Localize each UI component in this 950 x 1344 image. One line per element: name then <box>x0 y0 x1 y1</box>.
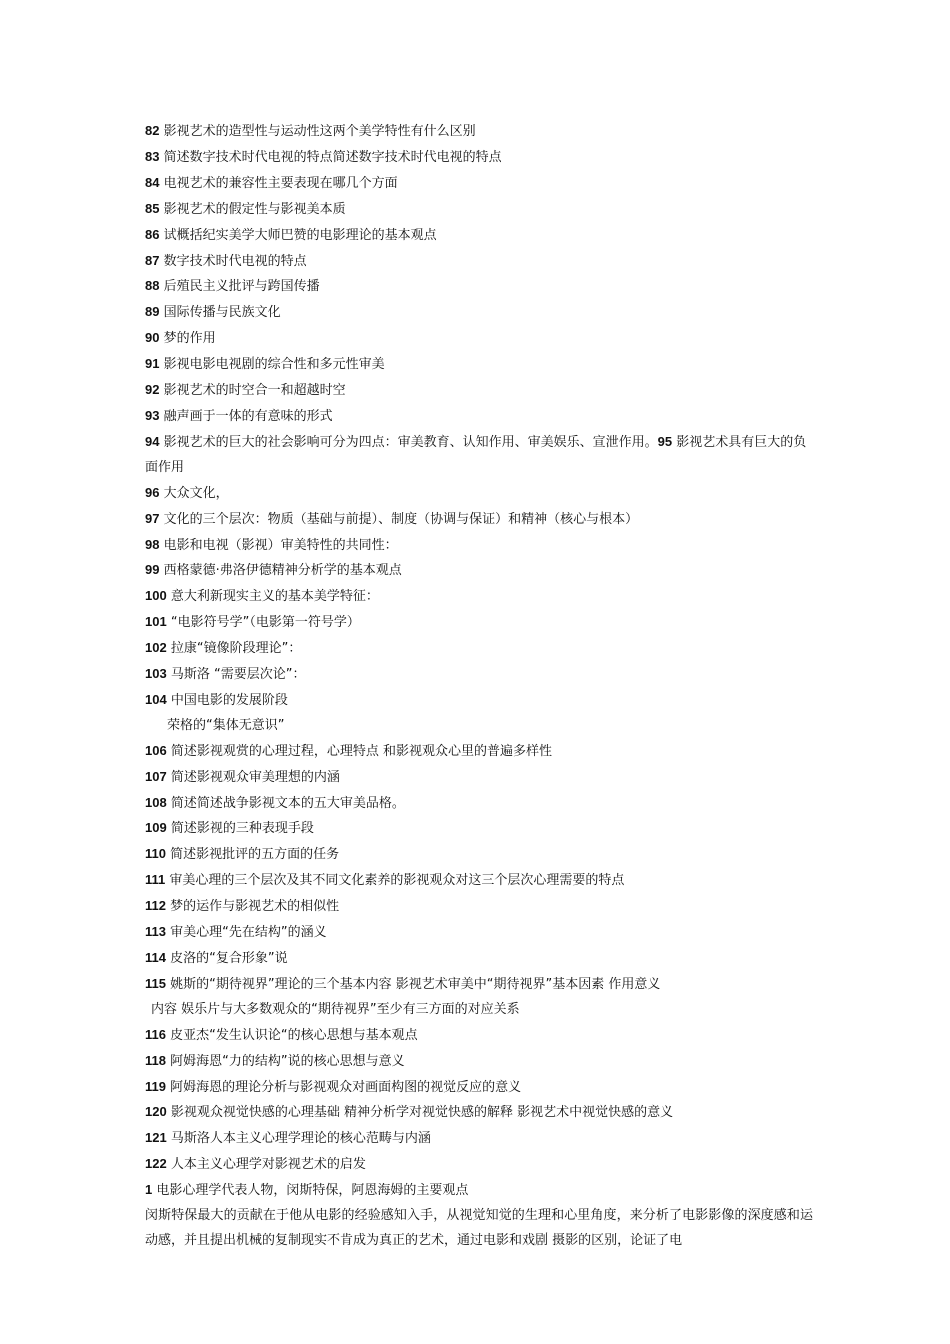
item-text: 影视艺术的巨大的社会影响可分为四点：审美教育、认知作用、审美娱乐、宣泄作用。 <box>163 434 658 450</box>
item-number: 85 <box>145 200 160 216</box>
item-text: 马斯洛 “需要层次论”： <box>170 667 306 683</box>
item-number: 89 <box>145 304 160 320</box>
list-item <box>145 352 813 378</box>
item-number: 109 <box>145 820 167 836</box>
item-number: 86 <box>145 226 160 242</box>
item-text: 影视艺术的时空合一和超越时空 <box>163 383 346 399</box>
list-item <box>145 119 813 145</box>
item-number: 119 <box>145 1078 166 1094</box>
list-item <box>145 791 813 817</box>
item-text: 拉康“镜像阶段理论”： <box>170 641 302 657</box>
list-item <box>145 1049 813 1075</box>
list-item <box>145 430 813 481</box>
item-number: 95 <box>657 433 673 449</box>
list-item <box>145 145 813 171</box>
item-text: 影视电影电视剧的综合性和多元性审美 <box>163 357 385 373</box>
list-item <box>145 300 813 326</box>
item-number: 106 <box>145 742 167 758</box>
list-item <box>145 1075 813 1101</box>
list-item <box>145 1178 813 1204</box>
body-paragraph: 闵斯特保最大的贡献在于他从电影的经验感知入手，从视觉知觉的生理和心里角度，来分析了电影影像的深度感和运动感，并且提出机械的复制现实不肯成为真正的艺术，通过电影和戏剧 摄影的区别，论证了电 <box>145 1208 813 1248</box>
item-number: 113 <box>145 924 166 940</box>
item-text: 荣格的“集体无意识” <box>167 717 285 733</box>
list-item <box>145 533 813 559</box>
item-text: 后殖民主义批评与跨国传播 <box>163 279 320 295</box>
item-text: 皮洛的“复合形象”说 <box>170 951 288 966</box>
list-item <box>145 946 813 972</box>
item-text: 数字技术时代电视的特点 <box>163 253 307 269</box>
item-number: 84 <box>145 174 160 190</box>
item-text: 简述影视观赏的心理过程，心理特点 和影视观众心里的普遍多样性 <box>170 743 552 759</box>
item-text: 简述影视观众审美理想的内涵 <box>170 769 340 785</box>
list-item <box>145 274 813 300</box>
item-number: 87 <box>145 252 160 268</box>
list-item <box>145 688 813 714</box>
item-text: 皮亚杰“发生认识论“的核心思想与基本观点 <box>170 1027 418 1043</box>
item-text: 简述数字技术时代电视的特点简述数字技术时代电视的特点 <box>163 149 502 165</box>
item-text: 阿姆海恩的理论分析与影视观众对画面构图的视觉反应的意义 <box>170 1079 522 1095</box>
list-item <box>145 1126 813 1152</box>
item-text: 西格蒙德·弗洛伊德精神分析学的基本观点 <box>163 563 402 579</box>
item-number: 100 <box>145 588 167 604</box>
item-text: 人本主义心理学对影视艺术的启发 <box>170 1157 366 1173</box>
item-number: 98 <box>145 536 160 552</box>
list-item <box>145 662 813 688</box>
list-item <box>145 326 813 352</box>
item-number: 1 <box>145 1182 153 1198</box>
item-text: 梦的作用 <box>163 331 216 347</box>
item-text: 电视艺术的兼容性主要表现在哪几个方面 <box>163 175 398 191</box>
item-number: 101 <box>145 614 167 630</box>
item-number: 94 <box>145 433 160 449</box>
item-text: 内容 娱乐片与大多数观众的“期待视界”至少有三方面的对应关系 <box>151 1001 520 1017</box>
item-number: 114 <box>145 950 166 965</box>
item-number: 108 <box>145 794 167 810</box>
list-item <box>145 404 813 430</box>
item-text: 国际传播与民族文化 <box>163 305 281 321</box>
item-text: 电影心理学代表人物，闵斯特保，阿恩海姆的主要观点 <box>156 1183 469 1199</box>
item-number: 99 <box>145 562 160 578</box>
item-text: 审美心理“先在结构”的涵义 <box>170 925 327 941</box>
list-item <box>145 842 813 868</box>
item-text: 电影和电视（影视）审美特性的共同性： <box>163 537 398 553</box>
list-item <box>145 920 813 946</box>
item-number: 107 <box>145 768 167 784</box>
item-number: 115 <box>145 975 166 991</box>
list-item <box>145 378 813 404</box>
list-item <box>145 894 813 920</box>
item-text: 影视艺术具有巨大的负面作用 <box>145 434 807 475</box>
item-text: 影视艺术的造型性与运动性这两个美学特性有什么区别 <box>163 124 476 139</box>
item-text: 意大利新现实主义的基本美学特征： <box>170 589 379 605</box>
list-item <box>145 197 813 223</box>
item-number: 120 <box>145 1104 167 1120</box>
item-text: 梦的运作与影视艺术的相似性 <box>170 899 340 915</box>
item-text: 大众文化， <box>163 485 229 501</box>
list-item <box>145 507 813 533</box>
item-number: 92 <box>145 382 160 398</box>
item-number: 103 <box>145 666 167 682</box>
item-number: 121 <box>145 1130 167 1146</box>
list-item <box>145 816 813 842</box>
list-item <box>145 714 813 739</box>
item-number: 82 <box>145 123 160 138</box>
item-number: 88 <box>145 278 160 294</box>
list-item <box>145 1100 813 1126</box>
item-text: 试概括纪实美学大师巴赞的电影理论的基本观点 <box>163 227 437 243</box>
item-text: 简述简述战争影视文本的五大审美品格。 <box>170 795 405 811</box>
item-text: 马斯洛人本主义心理学理论的核心范畴与内涵 <box>170 1131 431 1147</box>
list-item <box>145 765 813 791</box>
list-item <box>145 636 813 662</box>
item-number: 111 <box>145 872 166 888</box>
item-text: 影视艺术的假定性与影视美本质 <box>163 201 346 217</box>
list-item <box>145 1023 813 1049</box>
item-number: 96 <box>145 484 160 500</box>
item-text: 文化的三个层次：物质（基础与前提）、制度（协调与保证）和精神（核心与根本） <box>163 511 639 527</box>
list-item <box>145 171 813 197</box>
list-item <box>145 223 813 249</box>
item-number: 118 <box>145 1052 166 1068</box>
item-text: 中国电影的发展阶段 <box>170 692 288 708</box>
item-text: 审美心理的三个层次及其不同文化素养的影视观众对这三个层次心理需要的特点 <box>169 873 625 889</box>
item-text: 简述影视的三种表现手段 <box>170 821 314 837</box>
list-item <box>145 249 813 275</box>
list-item <box>145 868 813 894</box>
item-number: 102 <box>145 640 167 656</box>
list-item <box>145 998 813 1023</box>
item-number: 97 <box>145 510 160 526</box>
list-item <box>145 1152 813 1178</box>
document-content <box>145 119 813 1254</box>
item-number: 110 <box>145 846 166 862</box>
item-text: 阿姆海恩“力的结构”说的核心思想与意义 <box>170 1053 405 1069</box>
item-number: 116 <box>145 1026 166 1042</box>
list-item <box>145 739 813 765</box>
item-text: 影视观众视觉快感的心理基础 精神分析学对视觉快感的解释 影视艺术中视觉快感的意义 <box>170 1105 674 1121</box>
item-number: 91 <box>145 356 160 372</box>
item-number: 90 <box>145 330 160 346</box>
list-item <box>145 584 813 610</box>
item-text: “电影符号学”（电影第一符号学） <box>170 615 360 631</box>
item-text: 姚斯的“期待视界”理论的三个基本内容 影视艺术审美中“期待视界”基本因素 作用意义 <box>170 976 661 992</box>
list-item <box>145 610 813 636</box>
item-number: 122 <box>145 1156 167 1172</box>
list-item <box>145 972 813 998</box>
list-item <box>145 558 813 584</box>
list-item <box>145 481 813 507</box>
item-number: 93 <box>145 407 160 423</box>
item-number: 83 <box>145 148 160 164</box>
item-number: 104 <box>145 691 167 707</box>
item-text: 简述影视批评的五方面的任务 <box>170 847 340 863</box>
item-number: 112 <box>145 898 166 914</box>
item-text: 融声画于一体的有意味的形式 <box>163 408 333 424</box>
